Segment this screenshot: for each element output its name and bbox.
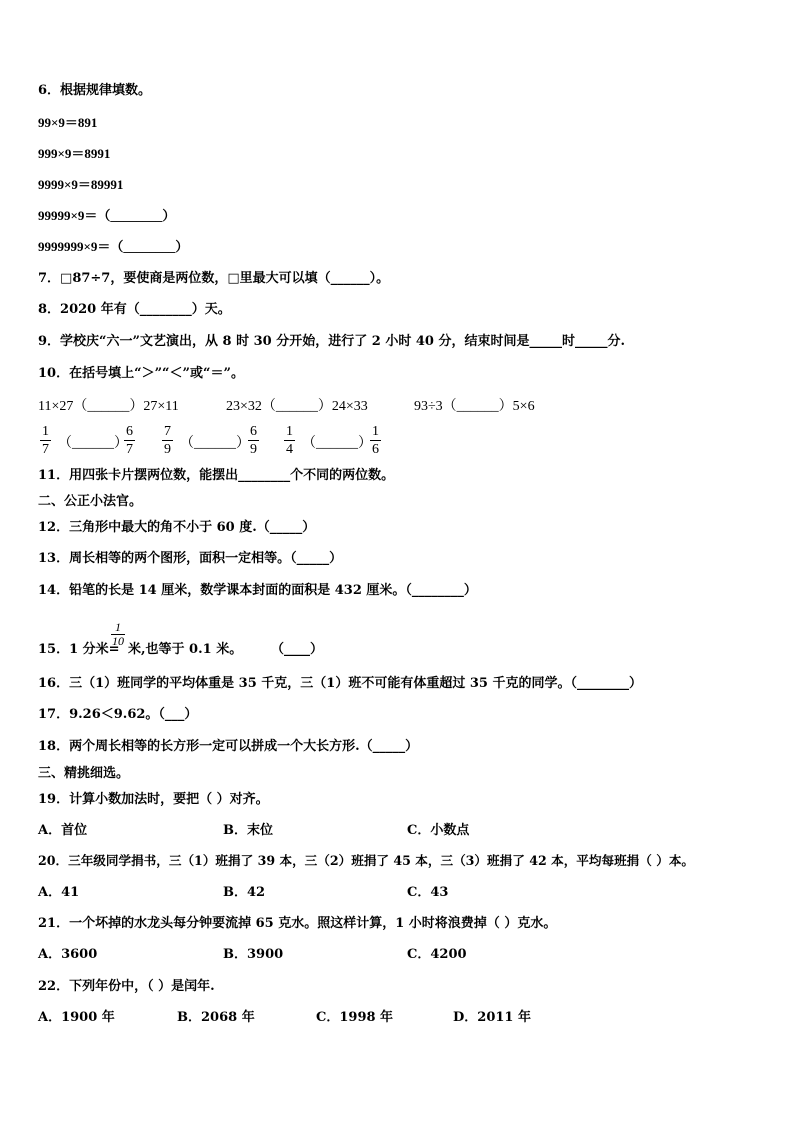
q6-line-2: 999×9＝8991	[38, 146, 111, 161]
q19-option-c[interactable]: C．小数点	[407, 823, 470, 838]
q10-frac-3-right	[370, 424, 381, 457]
q14-text: 14．铅笔的长是 14 厘米，数学课本封面的面积是 432 厘米。（________）	[38, 583, 477, 598]
q15-prefix: 15．1 分米=	[38, 642, 120, 657]
q6-line-1: 99×9＝891	[38, 115, 98, 130]
q6-title: 6．根据规律填数。	[38, 83, 152, 98]
denominator: 10	[112, 634, 124, 648]
q6-line-4: 99999×9＝（________）	[38, 208, 176, 223]
section-3-heading: 三、精挑细选。	[38, 766, 130, 781]
numerator: 6	[126, 424, 133, 439]
q19-stem: 19．计算小数加法时，要把（ ）对齐。	[38, 792, 269, 807]
q10-frac-2-left	[162, 424, 173, 457]
q6-line-5: 9999999×9＝（________）	[38, 239, 189, 254]
denominator: 6	[372, 442, 379, 457]
q20-option-c[interactable]: C．43	[407, 885, 449, 900]
q16-text: 16．三（1）班同学的平均体重是 35 千克，三（1）班不可能有体重超过 35 千克的同学。（________）	[38, 676, 642, 691]
q8-text: 8．2020 年有（________）天。	[38, 302, 231, 317]
q21-stem: 21．一个坏掉的水龙头每分钟要流掉 65 克水。照这样计算，1 小时将浪费掉（ ）克水。	[38, 916, 557, 931]
q6-line-3: 9999×9＝89991	[38, 177, 124, 192]
q10-frac-3-left	[284, 424, 295, 457]
q7-text: 7．□87÷7，要使商是两位数，□里最大可以填（______）。	[38, 271, 390, 286]
q15-fraction	[111, 621, 125, 648]
q13-text: 13．周长相等的两个图形，面积一定相等。（_____）	[38, 551, 343, 566]
q10-frac-1-left	[40, 424, 51, 457]
q22-option-a[interactable]: A．1900 年	[38, 1010, 115, 1025]
q20-option-a[interactable]: A．41	[38, 885, 80, 900]
q15-blank: （____）	[271, 642, 324, 657]
q10-frac-1-blank: （______）	[58, 436, 128, 451]
denominator: 9	[164, 442, 171, 457]
q12-text: 12．三角形中最大的角不小于 60 度.（_____）	[38, 520, 316, 535]
denominator: 7	[42, 442, 49, 457]
q20-option-b[interactable]: B．42	[223, 885, 266, 900]
q10-frac-2-blank: （______）	[180, 436, 250, 451]
q10-title: 10．在括号填上“＞”“＜”或“＝”。	[38, 366, 244, 381]
q22-option-b[interactable]: B．2068 年	[177, 1010, 255, 1025]
q10-compare-3: 93÷3（______）5×6	[414, 399, 535, 414]
q17-text: 17．9.26＜9.62。（___）	[38, 707, 198, 722]
q19-option-a[interactable]: A．首位	[38, 823, 88, 838]
q18-text: 18．两个周长相等的长方形一定可以拼成一个大长方形.（_____）	[38, 739, 419, 754]
q11-text: 11．用四张卡片摆两位数，能摆出________个不同的两位数。	[38, 468, 395, 483]
q21-option-a[interactable]: A．3600	[38, 947, 98, 962]
numerator: 7	[164, 424, 171, 439]
q10-frac-3-blank: （______）	[302, 436, 372, 451]
denominator: 9	[250, 442, 257, 457]
q10-frac-2-right	[248, 424, 259, 457]
numerator: 1	[286, 424, 293, 439]
q22-option-d[interactable]: D．2011 年	[453, 1010, 531, 1025]
numerator: 1	[115, 620, 121, 634]
q10-compare-2: 23×32（______）24×33	[226, 399, 368, 414]
q9-text: 9．学校庆“六一”文艺演出，从 8 时 30 分开始，进行了 2 小时 40 分，结束时间是_____时_____分.	[38, 334, 626, 349]
numerator: 6	[250, 424, 257, 439]
q19-option-b[interactable]: B．末位	[223, 823, 273, 838]
section-2-heading: 二、公正小法官。	[38, 494, 143, 509]
q10-frac-1-right	[124, 424, 135, 457]
q22-stem: 22．下列年份中，（ ）是闰年.	[38, 979, 215, 994]
denominator: 4	[286, 442, 293, 457]
q21-option-c[interactable]: C．4200	[407, 947, 467, 962]
q20-stem: 20．三年级同学捐书，三（1）班捐了 39 本，三（2）班捐了 45 本，三（3）班捐了 42 本，平均每班捐（ ）本。	[38, 853, 695, 868]
numerator: 1	[42, 424, 49, 439]
q15-suffix: 米,也等于 0.1 米。	[128, 642, 243, 657]
q10-compare-1: 11×27（______）27×11	[38, 399, 179, 414]
q21-option-b[interactable]: B．3900	[223, 947, 284, 962]
denominator: 7	[126, 442, 133, 457]
numerator: 1	[372, 424, 379, 439]
q22-option-c[interactable]: C．1998 年	[316, 1010, 394, 1025]
